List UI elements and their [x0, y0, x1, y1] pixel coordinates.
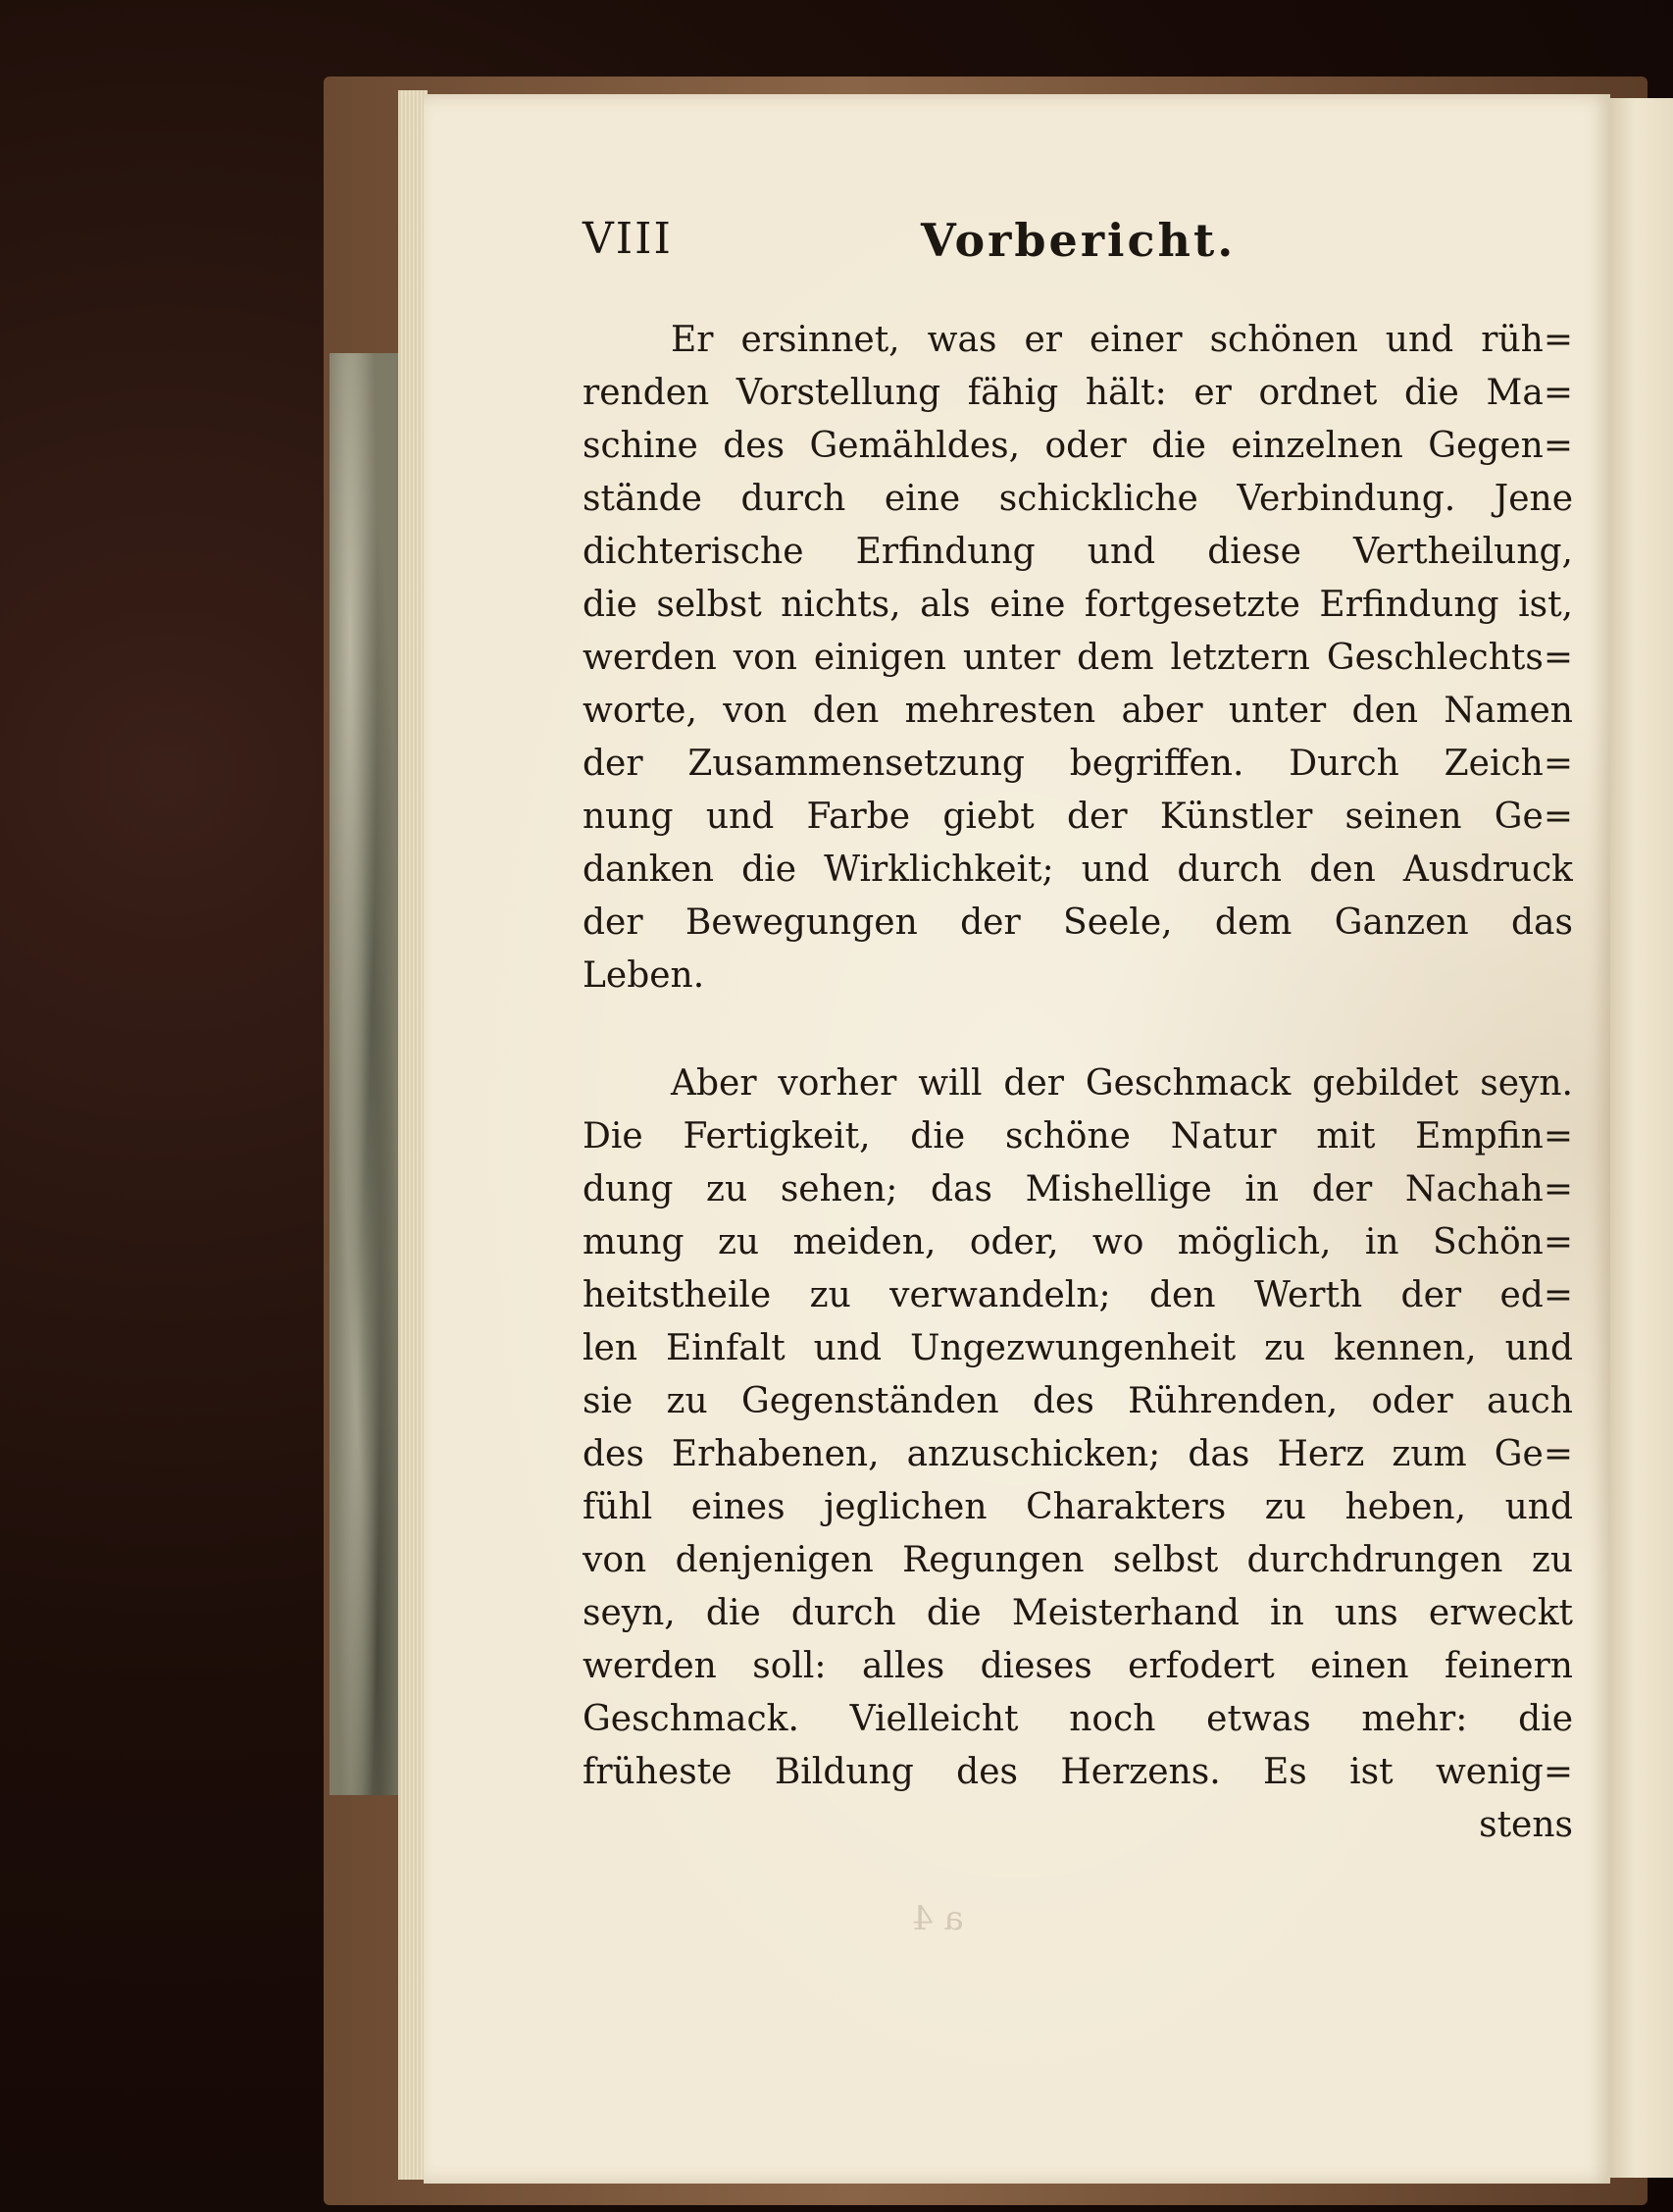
- body-text: [583, 314, 1573, 1852]
- text-line: Er ersinnet, was er einer schönen und rüh=: [671, 320, 1573, 360]
- page-header: [583, 214, 1563, 283]
- text-line: len Einfalt und Ungezwungenheit zu kennen, und: [583, 1328, 1573, 1368]
- text-line: seyn, die durch die Meisterhand in uns erweckt: [583, 1593, 1573, 1633]
- text-line: dung zu sehen; das Mishellige in der Nachah=: [583, 1169, 1573, 1209]
- page-number: VIII: [583, 214, 673, 264]
- text-line: stände durch eine schickliche Verbindung. Jene: [583, 479, 1573, 519]
- running-head: Vorbericht.: [921, 214, 1237, 267]
- text-line: fühl eines jeglichen Charakters zu heben, und: [583, 1487, 1573, 1527]
- text-line: früheste Bildung des Herzens. Es ist wenig=: [583, 1752, 1573, 1792]
- catchword: stens: [1479, 1805, 1573, 1845]
- text-line: Aber vorher will der Geschmack gebildet seyn.: [671, 1063, 1573, 1104]
- text-line: des Erhabenen, anzuschicken; das Herz zum Ge=: [583, 1434, 1573, 1474]
- text-line: mung zu meiden, oder, wo möglich, in Schön=: [583, 1222, 1573, 1262]
- text-line: von denjenigen Regungen selbst durchdrungen zu: [583, 1540, 1573, 1580]
- text-line: der Zusammensetzung begriffen. Durch Zeich=: [583, 744, 1573, 784]
- text-line: Geschmack. Vielleicht noch etwas mehr: die: [583, 1699, 1573, 1739]
- facing-page-edge: [1610, 98, 1673, 2178]
- paragraph-gap: [583, 1003, 1573, 1057]
- text-line: heitstheile zu verwandeln; den Werth der ed=: [583, 1275, 1573, 1315]
- text-line: nung und Farbe giebt der Künstler seinen Ge=: [583, 797, 1573, 837]
- marbled-endpaper: [330, 353, 398, 1795]
- text-line: Leben.: [583, 955, 705, 996]
- signature-mark-bleed: a 4: [912, 1899, 964, 1938]
- text-line: der Bewegungen der Seele, dem Ganzen das: [583, 902, 1573, 943]
- text-line: dichterische Erfindung und diese Vertheilung,: [583, 532, 1573, 572]
- paragraph-2: [583, 1057, 1573, 1799]
- text-line: renden Vorstellung fähig hält: er ordnet die Ma=: [583, 373, 1573, 413]
- text-line: danken die Wirklichkeit; und durch den Ausdruck: [583, 849, 1573, 890]
- text-line: worte, von den mehresten aber unter den Namen: [583, 691, 1573, 731]
- paragraph-1: [583, 314, 1573, 1003]
- text-line: werden von einigen unter dem letztern Geschlechts=: [583, 638, 1573, 678]
- text-line: werden soll: alles dieses erfodert einen feinern: [583, 1646, 1573, 1686]
- text-line: Die Fertigkeit, die schöne Natur mit Empfin=: [583, 1116, 1573, 1157]
- text-line: sie zu Gegenständen des Rührenden, oder auch: [583, 1381, 1573, 1421]
- text-line: die selbst nichts, als eine fortgesetzte Erfindung ist,: [583, 585, 1573, 625]
- text-line: schine des Gemähldes, oder die einzelnen Gegen=: [583, 426, 1573, 466]
